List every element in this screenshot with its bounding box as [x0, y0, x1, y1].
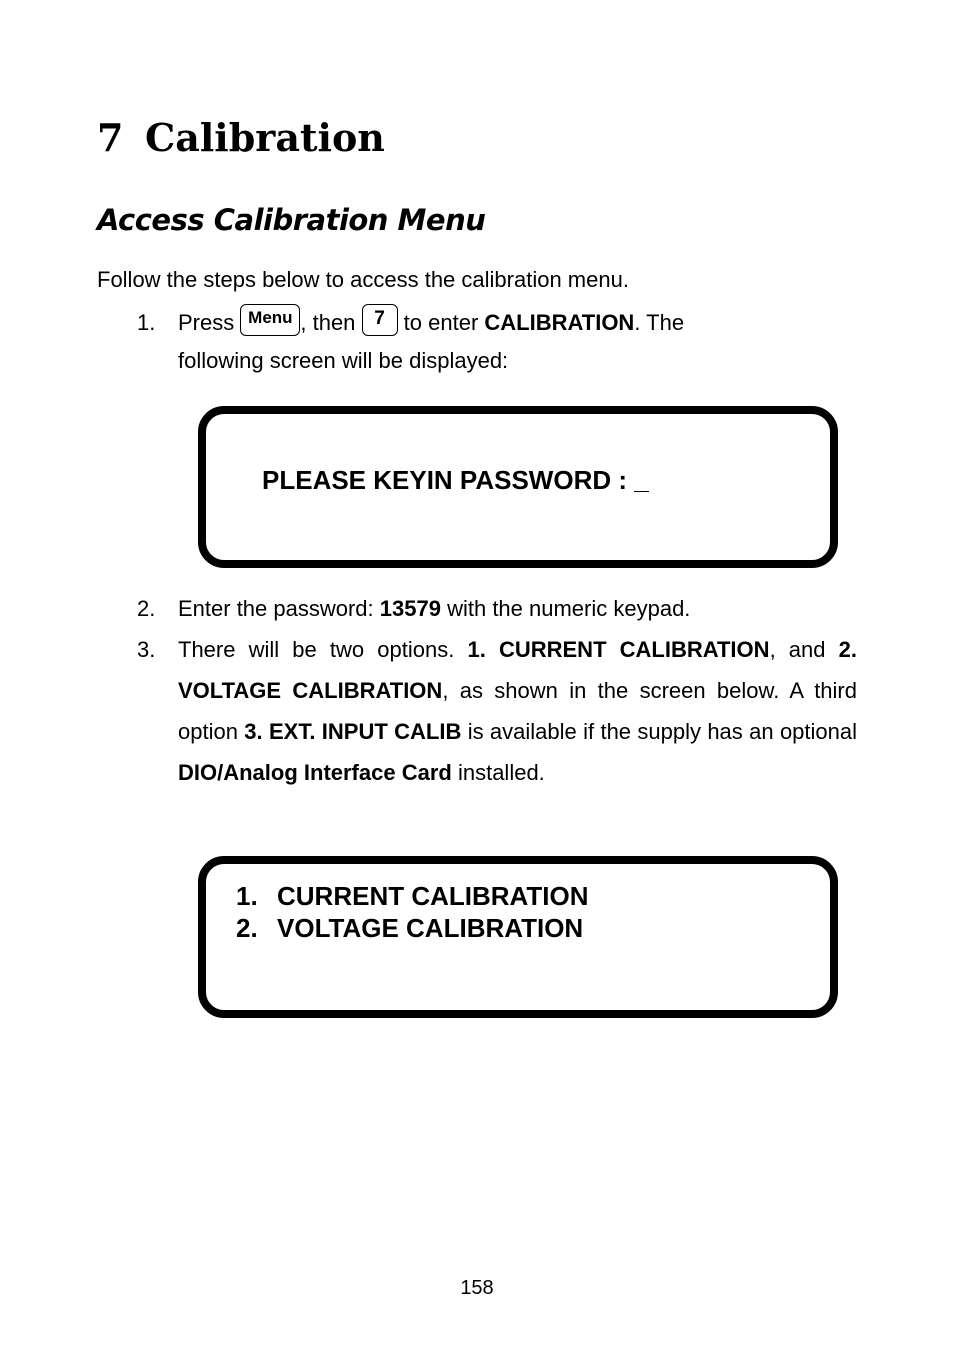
step-text: with the numeric keypad.: [440, 596, 691, 621]
step-marker: 1.: [137, 310, 156, 335]
step-text: , as shown in the screen below. A third option: [178, 678, 857, 744]
intro-paragraph: Follow the steps below to access the calibration menu.: [97, 267, 629, 292]
password-prompt: PLEASE KEYIN PASSWORD : _: [262, 465, 649, 495]
menu-item-label: CURRENT CALIBRATION: [277, 881, 589, 911]
interface-card: DIO/Analog Interface Card: [178, 760, 452, 785]
menu-item-label: VOLTAGE CALIBRATION: [277, 913, 584, 943]
password-screen: [198, 406, 838, 568]
calibration-menu-screen: [198, 856, 838, 1018]
step-1-line-1: [178, 302, 857, 343]
chapter-title: [97, 114, 385, 162]
menu-item-voltage-calibration: [236, 912, 589, 944]
menu-key-icon: Menu: [240, 304, 300, 336]
step-1: [137, 302, 857, 379]
step-marker: 2.: [137, 596, 156, 621]
menu-item-current-calibration: [236, 880, 589, 912]
step-text: installed.: [451, 760, 545, 785]
step-text: Press: [178, 310, 235, 335]
calibration-menu-list: [236, 880, 589, 944]
step-2: [137, 588, 857, 629]
password-value: 13579: [379, 596, 441, 621]
step-text: , then: [300, 310, 356, 335]
calibration-keyword: CALIBRATION: [484, 310, 635, 335]
page-number: 158: [460, 1277, 494, 1299]
section-title: Access Calibration Menu: [97, 203, 486, 237]
step-1-line-2: following screen will be displayed:: [178, 348, 509, 373]
step-text: . The: [634, 310, 685, 335]
step-text: is available if the supply has an optional: [461, 719, 858, 744]
step-text: Enter the password:: [178, 596, 380, 621]
seven-key-icon: 7: [362, 304, 398, 336]
step-text: There will be two options.: [178, 637, 468, 662]
step-marker: 3.: [137, 637, 156, 662]
menu-item-number: 2.: [236, 913, 258, 943]
option-voltage: 2. VOLTAGE CALIBRATION: [178, 637, 858, 703]
chapter-number: 7: [97, 115, 124, 160]
chapter-title-text: Calibration: [145, 115, 385, 160]
menu-item-number: 1.: [236, 881, 258, 911]
option-ext-input: 3. EXT. INPUT CALIB: [244, 719, 462, 744]
step-3: [137, 629, 858, 793]
option-current: 1. CURRENT CALIBRATION: [467, 637, 770, 662]
step-text: to enter: [403, 310, 479, 335]
step-text: , and: [769, 637, 839, 662]
